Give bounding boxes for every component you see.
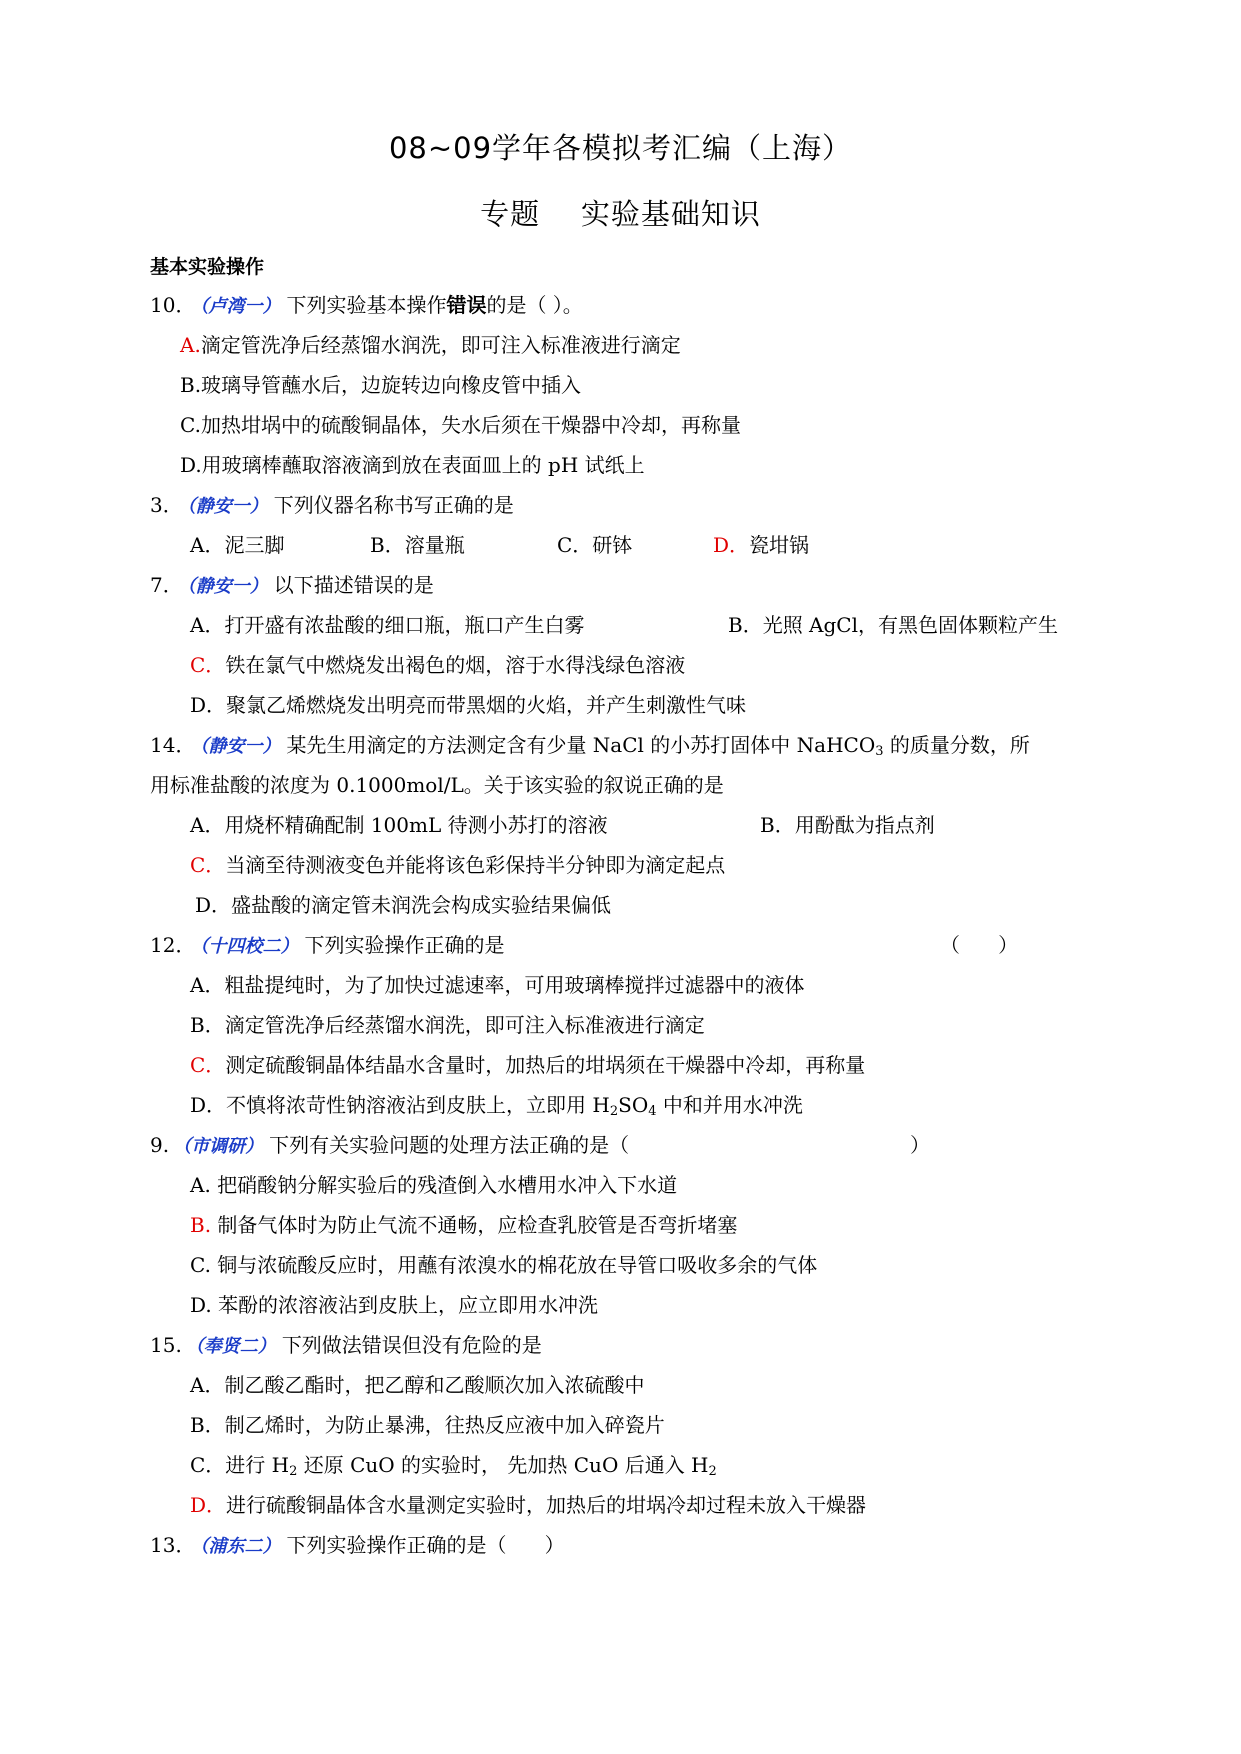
option-text: 滴定管洗净后经蒸馏水润洗，即可注入标准液进行滴定 — [200, 333, 681, 357]
question-7-stem — [150, 572, 434, 600]
answer-letter: D． — [713, 533, 750, 557]
option-text: SO — [618, 1093, 649, 1117]
option-d: D. 苯酚的浓溶液沾到皮肤上，应立即用水冲洗 — [190, 1293, 599, 1317]
stem-text: 的是（ ）。 — [486, 293, 583, 317]
question-15-stem — [150, 1332, 542, 1360]
question-10-stem — [150, 292, 583, 320]
option-d: D.用玻璃棒蘸取溶液滴到放在表面皿上的 pH 试纸上 — [180, 453, 645, 477]
stem-text: 下列实验操作正确的是 — [304, 933, 505, 957]
option-a: A. 把硝酸钠分解实验后的残渣倒入水槽用水冲入下水道 — [190, 1173, 678, 1197]
option-text: 当滴至待测液变色并能将该色彩保持半分钟即为滴定起点 — [225, 853, 726, 877]
stem-text: 的质量分数，所 — [883, 733, 1030, 757]
question-source: （市调研） — [173, 1136, 264, 1157]
subscript: 3 — [875, 744, 884, 759]
question-14-stem-cont: 用标准盐酸的浓度为 0.1000mol/L。关于该实验的叙说正确的是 — [150, 773, 724, 797]
question-9-stem — [150, 1132, 629, 1160]
option-c — [190, 852, 725, 878]
option-a: A．制乙酸乙酯时，把乙醇和乙酸顺次加入浓硫酸中 — [190, 1373, 645, 1397]
stem-emphasis: 错误 — [446, 293, 487, 317]
option-b — [190, 1212, 737, 1238]
section-heading: 基本实验操作 — [150, 256, 265, 278]
option-d — [190, 1092, 803, 1118]
answer-letter: A. — [180, 333, 201, 357]
question-source: （奉贤二） — [185, 1336, 276, 1357]
option-c: C.加热坩埚中的硫酸铜晶体，失水后须在干燥器中冷却，再称量 — [180, 413, 741, 437]
option-b: B．溶量瓶 — [370, 533, 465, 557]
question-number: 9. — [150, 1133, 170, 1157]
question-number: 13． — [150, 1533, 196, 1557]
option-b: B．滴定管洗净后经蒸馏水润洗，即可注入标准液进行滴定 — [190, 1013, 705, 1037]
option-b: B.玻璃导管蘸水后，边旋转边向橡皮管中插入 — [180, 373, 582, 397]
option-a: A．用烧杯精确配制 100mL 待测小苏打的溶液 — [190, 813, 608, 837]
answer-letter: B. — [190, 1213, 212, 1237]
option-d — [190, 1492, 866, 1518]
option-b: B．用酚酞为指点剂 — [760, 813, 935, 837]
option-a: A．泥三脚 — [190, 533, 285, 557]
answer-letter: C． — [190, 1053, 226, 1077]
option-text: D．不慎将浓苛性钠溶液沾到皮肤上，立即用 H — [190, 1093, 610, 1117]
question-number: 15. — [150, 1333, 182, 1357]
stem-text: 下列有关实验问题的处理方法正确的是（ — [269, 1133, 630, 1157]
subscript: 2 — [609, 1104, 619, 1119]
option-a: A．打开盛有浓盐酸的细口瓶，瓶口产生白雾 — [190, 613, 585, 637]
answer-parenthesis: （ ） — [940, 933, 1019, 957]
option-c — [190, 1452, 717, 1478]
answer-letter: C． — [190, 653, 226, 677]
option-text: 制备气体时为防止气流不通畅，应检查乳胶管是否弯折堵塞 — [211, 1213, 738, 1237]
question-13-stem — [150, 1532, 565, 1560]
option-c — [190, 1052, 865, 1078]
question-source: （十四校二） — [199, 936, 299, 957]
page-subtitle: 专题 实验基础知识 — [480, 197, 761, 231]
option-text: C．进行 H — [190, 1453, 290, 1477]
subscript: 2 — [289, 1464, 298, 1479]
option-b: B．光照 AgCl，有黑色固体颗粒产生 — [728, 613, 1058, 637]
option-c: C．研钵 — [557, 533, 633, 557]
answer-letter: C． — [190, 853, 226, 877]
question-number: 10． — [150, 293, 196, 317]
question-12-stem — [150, 932, 504, 960]
stem-text: 以下描述错误的是 — [273, 573, 434, 597]
option-c — [190, 652, 685, 678]
option-b: B．制乙烯时，为防止暴沸，往热反应液中加入碎瓷片 — [190, 1413, 665, 1437]
answer-parenthesis-close: ） — [910, 1133, 930, 1157]
subscript: 4 — [648, 1104, 657, 1119]
option-text: 瓷坩锅 — [749, 533, 810, 557]
stem-text: 下列实验基本操作 — [286, 293, 447, 317]
option-text: 进行硫酸铜晶体含水量测定实验时，加热后的坩埚冷却过程未放入干燥器 — [226, 1493, 867, 1517]
question-number: 3． — [150, 493, 183, 517]
question-number: 14． — [150, 733, 196, 757]
question-3-stem — [150, 492, 514, 520]
stem-text: 下列实验操作正确的是（ ） — [286, 1533, 565, 1557]
option-text: 中和并用水冲洗 — [656, 1093, 803, 1117]
option-d: D．盛盐酸的滴定管未润洗会构成实验结果偏低 — [195, 893, 612, 917]
question-number: 7． — [150, 573, 183, 597]
option-d: D．聚氯乙烯燃烧发出明亮而带黑烟的火焰，并产生刺激性气味 — [190, 693, 747, 717]
stem-text: 下列做法错误但没有危险的是 — [281, 1333, 542, 1357]
option-text: 测定硫酸铜晶体结晶水含量时，加热后的坩埚须在干燥器中冷却，再称量 — [225, 1053, 866, 1077]
question-14-stem — [150, 732, 1030, 760]
option-d — [713, 532, 809, 558]
answer-letter: D． — [190, 1493, 227, 1517]
stem-text: 下列仪器名称书写正确的是 — [273, 493, 514, 517]
option-a: A．粗盐提纯时，为了加快过滤速率，可用玻璃棒搅拌过滤器中的液体 — [190, 973, 805, 997]
question-source: （静安一） — [199, 736, 281, 757]
question-source: （卢湾一） — [199, 296, 281, 317]
option-c: C. 铜与浓硫酸反应时，用蘸有浓溴水的棉花放在导管口吸收多余的气体 — [190, 1253, 818, 1277]
question-source: （浦东二） — [199, 1536, 281, 1557]
page-title: 08~09学年各模拟考汇编（上海） — [388, 131, 853, 165]
option-text: 铁在氯气中燃烧发出褐色的烟，溶于水得浅绿色溶液 — [225, 653, 686, 677]
question-number: 12． — [150, 933, 196, 957]
option-a — [180, 332, 681, 358]
option-text: 还原 CuO 的实验时， 先加热 CuO 后通入 H — [297, 1453, 709, 1477]
question-source: （静安一） — [186, 576, 268, 597]
question-source: （静安一） — [186, 496, 268, 517]
subscript: 2 — [708, 1464, 717, 1479]
stem-text: 某先生用滴定的方法测定含有少量 NaCl 的小苏打固体中 NaHCO — [286, 733, 876, 757]
